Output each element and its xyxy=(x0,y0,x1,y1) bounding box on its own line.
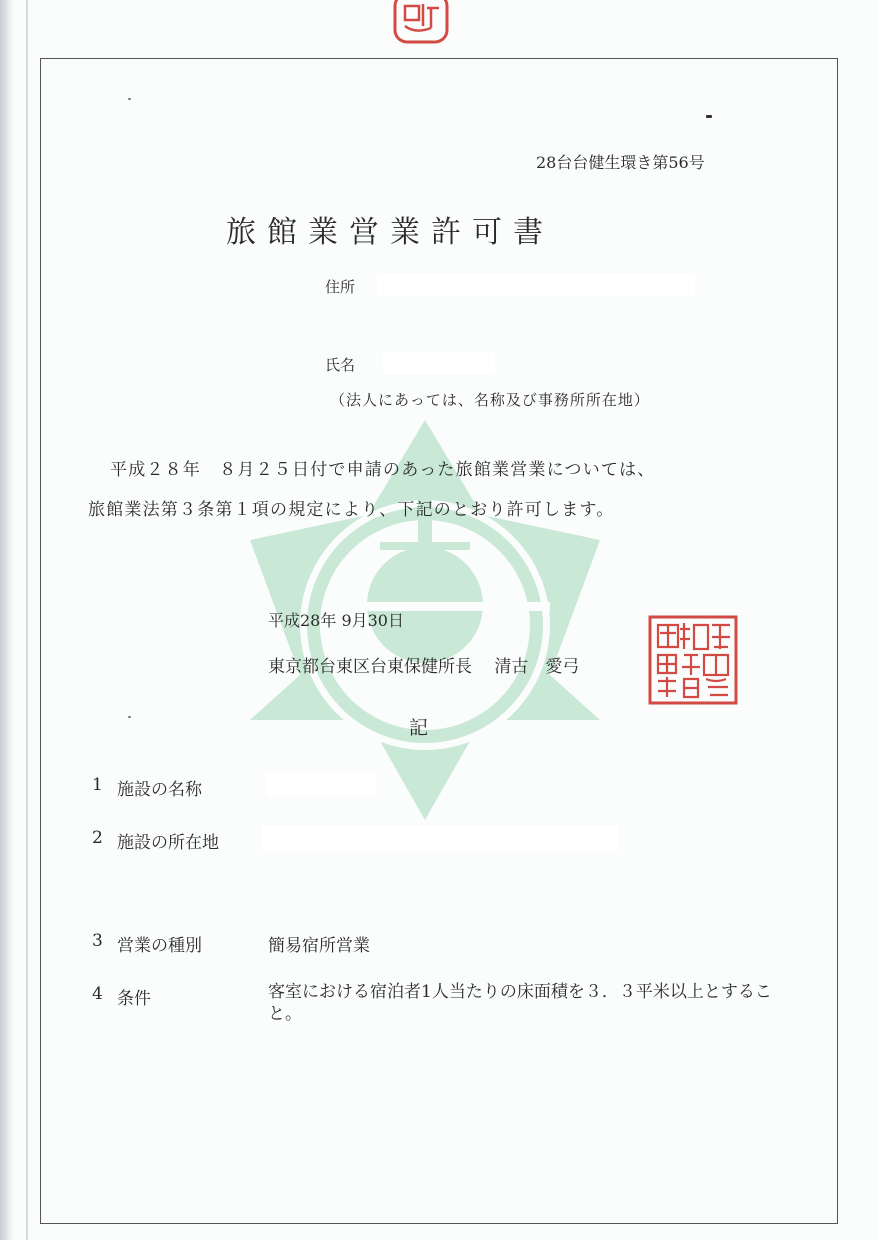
page-edge-shadow xyxy=(0,0,14,1240)
scan-speck xyxy=(128,98,131,100)
item-3-number: 3 xyxy=(92,931,103,951)
address-redaction xyxy=(377,274,695,296)
top-seal-stamp-icon xyxy=(387,0,453,46)
item-3-label: 営業の種別 xyxy=(117,936,202,956)
condition-value: 客室における宿泊者1人当たりの床面積を３．３平米以上とすること。 xyxy=(268,982,772,1024)
body-line-1: 平成２８年 ８月２５日付で申請のあった旅館業営業については、 xyxy=(110,460,656,480)
name-label: 氏名 xyxy=(325,356,356,374)
page-edge-line xyxy=(26,0,28,1240)
item-4-label: 条件 xyxy=(117,989,151,1009)
item-4-number: 4 xyxy=(92,984,103,1004)
business-type-value: 簡易宿所営業 xyxy=(268,936,370,956)
scan-speck xyxy=(128,716,131,718)
scan-speck xyxy=(706,115,712,118)
corporate-note: （法人にあっては、名称及び事務所所在地） xyxy=(330,391,650,409)
body-line-2: 旅館業法第３条第１項の規定により、下記のとおり許可します。 xyxy=(88,500,615,520)
issuer: 東京都台東区台東保健所長 清古 愛弓 xyxy=(268,657,580,677)
item-1-label: 施設の名称 xyxy=(117,780,202,800)
document-title: 旅館業営業許可書 xyxy=(226,215,554,250)
official-seal-stamp-icon xyxy=(648,615,738,705)
facility-name-redaction xyxy=(266,773,376,797)
item-1-number: 1 xyxy=(92,775,103,795)
item-2-label: 施設の所在地 xyxy=(117,833,219,853)
document-number: 28台台健生環き第56号 xyxy=(536,153,705,172)
facility-address-redaction xyxy=(262,826,618,852)
item-2-number: 2 xyxy=(92,828,103,848)
ki-heading: 記 xyxy=(409,717,429,739)
name-redaction xyxy=(383,352,495,374)
address-label: 住所 xyxy=(325,278,356,296)
issue-date: 平成28年 9月30日 xyxy=(268,611,404,630)
